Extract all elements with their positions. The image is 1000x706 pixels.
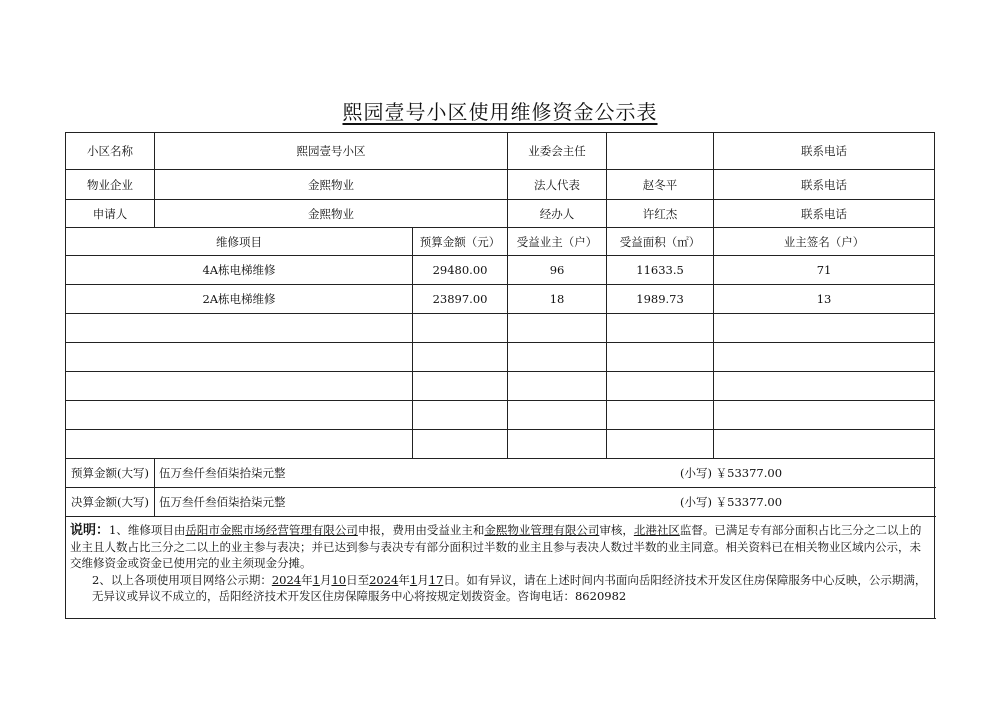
table-cell [607,372,714,401]
header-row-applicant [66,200,935,228]
property-company-value: 金熙物业 [155,170,508,200]
table-cell: 1989.73 [607,285,714,314]
label-cell: 联系电话 [714,133,935,170]
table-cell [508,314,607,343]
applicant-value: 金熙物业 [155,200,508,228]
final-amount-cell [155,488,935,517]
table-cell [714,314,935,343]
handler-value: 许红杰 [607,200,714,228]
table-row [66,285,935,314]
committee-head-value [607,133,714,170]
table-cell [66,430,413,459]
budget-amount-cell [155,459,935,488]
table-cell [714,343,935,372]
table-cell [66,372,413,401]
table-cell: 96 [508,256,607,285]
table-cell: 13 [714,285,935,314]
notes-cell [66,517,935,619]
notes-heading: 说明： [70,523,110,538]
legal-rep-value: 赵冬平 [607,170,714,200]
table-cell [508,372,607,401]
table-cell [607,401,714,430]
budget-label: 预算金额(大写) [66,459,155,488]
table-cell [66,401,413,430]
supervisor-org: 北港社区 [633,523,680,537]
budget-amount-lower: (小写) ￥53377.00 [680,466,783,480]
table-cell [607,343,714,372]
final-label: 决算金额(大写) [66,488,155,517]
label-cell: 小区名称 [66,133,155,170]
table-row [66,430,935,459]
table-cell: 29480.00 [413,256,508,285]
table-cell [607,430,714,459]
table-cell [508,401,607,430]
applicant-org: 岳阳市金熙市场经营管理有限公司 [185,523,358,537]
table-cell: 2A栋电梯维修 [66,285,413,314]
final-amount-lower: (小写) ￥53377.00 [680,495,783,509]
column-header: 受益业主（户） [508,228,607,256]
table-cell [413,430,508,459]
column-header: 受益面积（㎡） [607,228,714,256]
label-cell: 联系电话 [714,170,935,200]
label-cell: 物业企业 [66,170,155,200]
table-row [66,372,935,401]
table-cell [413,314,508,343]
reviewer-org: 金熙物业管理有限公司 [484,523,600,537]
table-cell [714,372,935,401]
table-cell: 4A栋电梯维修 [66,256,413,285]
table-row [66,401,935,430]
budget-amount-row [66,459,935,488]
budget-amount-upper: 伍万叁仟叁佰柒拾柒元整 [159,466,286,480]
column-header: 业主签名（户） [714,228,935,256]
table-cell [508,343,607,372]
table-cell [714,430,935,459]
table-cell: 11633.5 [607,256,714,285]
table-cell [607,314,714,343]
table-cell: 18 [508,285,607,314]
table-row [66,256,935,285]
label-cell: 申请人 [66,200,155,228]
table-cell [413,372,508,401]
table-row [66,343,935,372]
table-cell [714,401,935,430]
final-amount-row [66,488,935,517]
table-row [66,314,935,343]
maintenance-fund-table [65,132,935,619]
header-row-property [66,170,935,200]
table-cell [66,343,413,372]
table-cell [413,343,508,372]
table-cell: 71 [714,256,935,285]
label-cell: 法人代表 [508,170,607,200]
notes-paragraph-2: 2、以上各项使用项目网络公示期：2024年1月10日至2024年1月17日。如有异议，请在上述时间内书面向岳阳经济技术开发区住房保障服务中心反映，公示期满，无异议或异议不成立的，岳阳经济技术开发区住房保障服务中心将按规定划拨资金。咨询电话：8620982 [92,572,927,603]
document-title: 熙园壹号小区使用维修资金公示表 [342,100,658,124]
notes-row [66,517,935,619]
community-name-value: 熙园壹号小区 [155,133,508,170]
column-header: 维修项目 [66,228,413,256]
final-amount-upper: 伍万叁仟叁佰柒拾柒元整 [159,495,286,509]
label-cell: 联系电话 [714,200,935,228]
label-cell: 经办人 [508,200,607,228]
table-cell [413,401,508,430]
notes-paragraph-1: 说明：1、维修项目由岳阳市金熙市场经营管理有限公司申报，费用由受益业主和金熙物业管理有限公司审核，北港社区监督。已满足专有部分面积占比三分之二以上的业主且人数占比三分之二以上的业主参与表决；并已达到参与表决专有部分面积过半数的业主且参与表决人数过半数的业主同意。相关资料已在相关物业区域内公示，未交维修资金或资金已使用完的业主须现金分摊。 [70,523,922,571]
table-cell [66,314,413,343]
table-cell: 23897.00 [413,285,508,314]
label-cell: 业委会主任 [508,133,607,170]
column-header: 预算金额（元） [413,228,508,256]
column-header-row [66,228,935,256]
table-cell [508,430,607,459]
header-row-community [66,133,935,170]
